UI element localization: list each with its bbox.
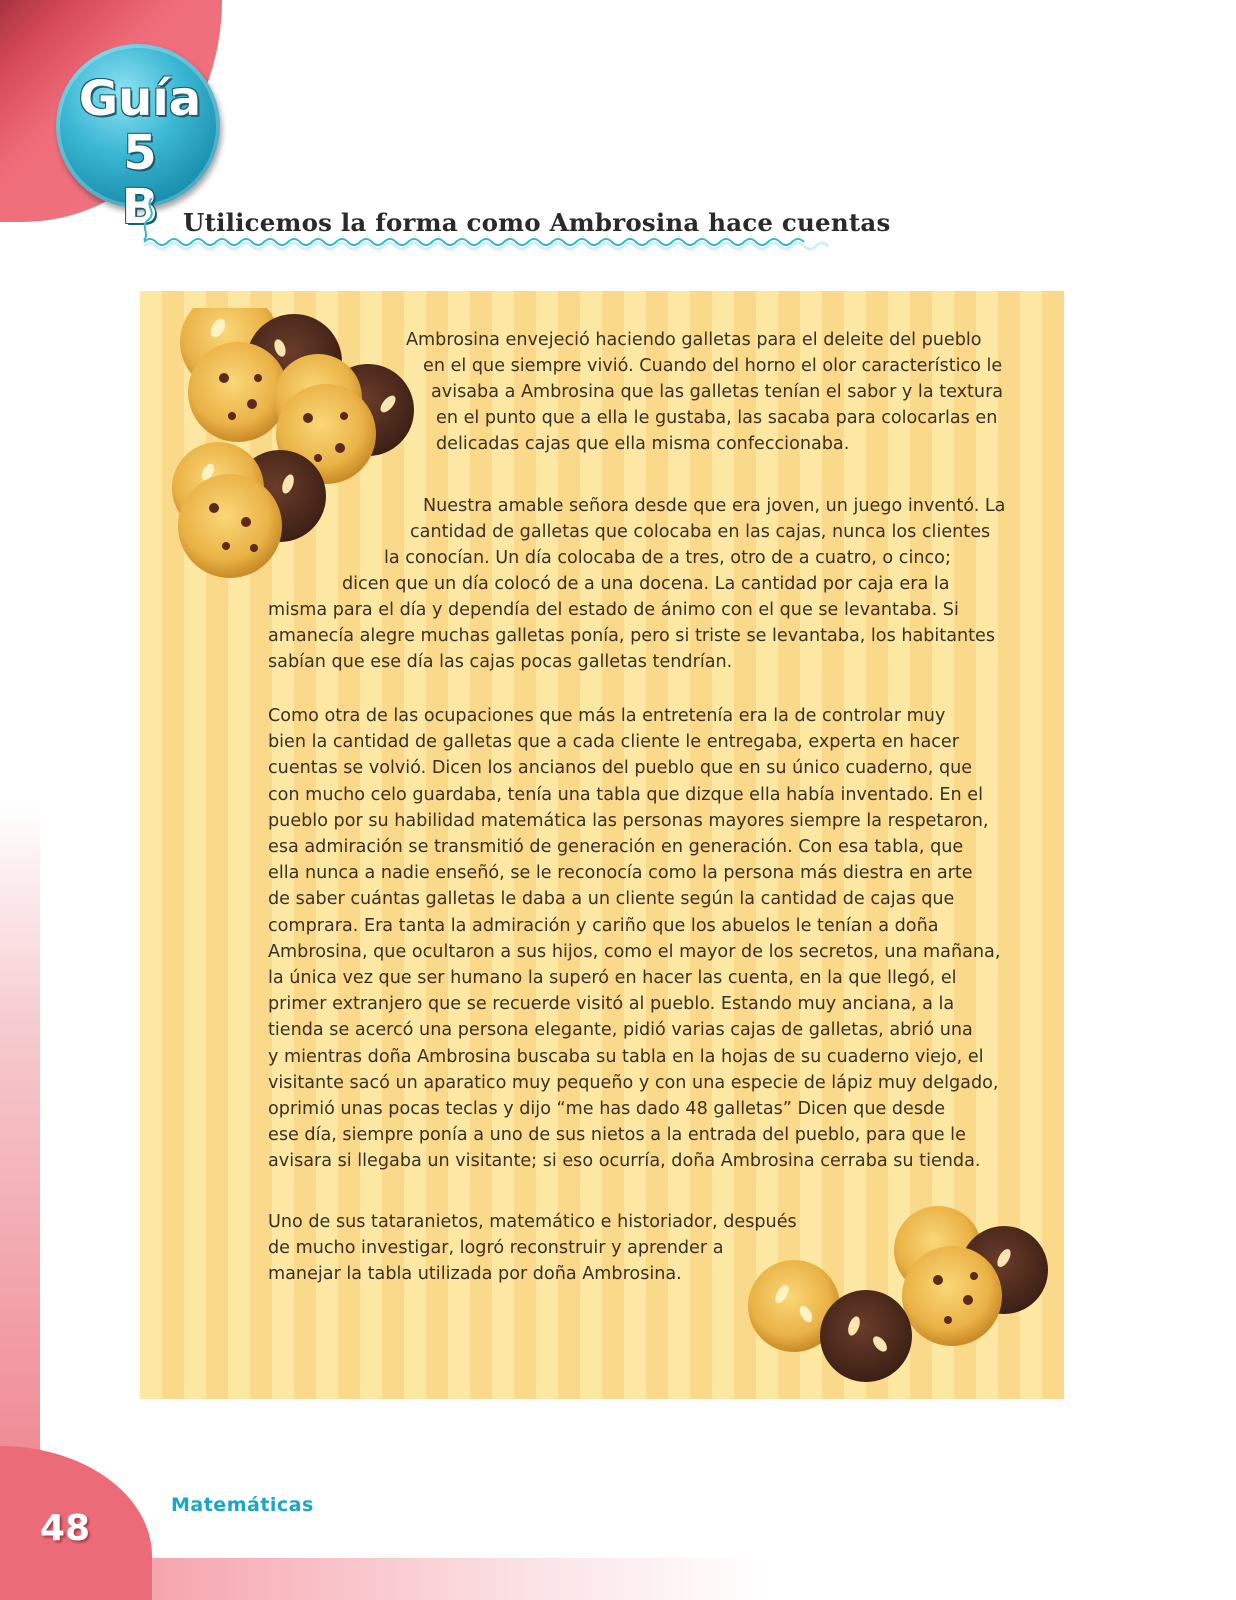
text-line: la única vez que ser humano la superó en hacer las cuenta, en la que llegó, el — [268, 968, 957, 989]
text-line: en el que siempre vivió. Cuando del horno el olor característico le — [423, 356, 1003, 376]
text-line: manejar la tabla utilizada por doña Ambrosina. — [268, 1264, 682, 1285]
text-line: cantidad de galletas que colocaba en las cajas, nunca los clientes — [410, 522, 991, 542]
text-line: de mucho investigar, logró reconstruir y aprender a — [268, 1238, 724, 1259]
page-number: 48 — [40, 1508, 91, 1549]
text-line: bien la cantidad de galletas que a cada cliente le entregaba, experta en hacer — [268, 732, 959, 753]
text-line: primer extranjero que se recuerde visitó al pueblo. Estando muy anciana, a la — [268, 994, 955, 1015]
text-line: Nuestra amable señora desde que era joven, un juego inventó. La — [423, 496, 1006, 516]
text-line: tienda se acercó una persona elegante, pidió varias cajas de galletas, abrió una — [268, 1020, 973, 1041]
text-line: oprimió unas pocas teclas y dijo “me has dado 48 galletas” Dicen que desde — [268, 1099, 946, 1120]
text-line: en el punto que a ella le gustaba, las sacaba para colocarlas en — [436, 408, 998, 428]
text-line: cuentas se volvió. Dicen los ancianos del pueblo que en su único cuaderno, que — [268, 758, 973, 779]
text-line: esa admiración se transmitió de generación en generación. Con esa tabla, que — [268, 837, 964, 858]
text-line: avisaba a Ambrosina que las galletas tenían el sabor y la textura — [431, 382, 1004, 402]
text-line: la conocían. Un día colocaba de a tres, otro de a cuatro, o cinco; — [384, 548, 951, 568]
text-line: dicen que un día colocó de a una docena. La cantidad por caja era la — [342, 574, 950, 594]
text-line: ella nunca a nadie enseñó, se le reconocía como la persona más diestra en arte — [268, 863, 973, 884]
story-paragraph-4 — [268, 1209, 797, 1288]
text-line: Ambrosina, que ocultaron a sus hijos, como el mayor de los secretos, una mañana, — [268, 941, 1001, 962]
subject-label: Matemáticas — [171, 1494, 314, 1516]
bottom-edge-decoration — [150, 1558, 770, 1600]
text-line: Uno de sus tataranietos, matemático e historiador, después — [268, 1212, 797, 1232]
text-line: ese día, siempre ponía a uno de sus nietos a la entrada del pueblo, para que le — [268, 1125, 966, 1146]
text-line: Ambrosina envejeció haciendo galletas para el deleite del pueblo — [406, 330, 982, 350]
text-line: comprara. Era tanta la admiración y cariño que los abuelos le tenían a doña — [268, 915, 939, 936]
text-line: amanecía alegre muchas galletas ponía, pero si triste se levantaba, los habitantes — [268, 626, 996, 646]
guide-letter: B — [121, 179, 159, 235]
text-line: sabían que ese día las cajas pocas galletas tendrían. — [268, 652, 733, 672]
story-paragraph-3 — [268, 703, 1000, 1175]
text-line: pueblo por su habilidad matemática las personas mayores siempre la respetaron, — [268, 810, 989, 831]
text-line: con mucho celo guardaba, tenía una tabla que dizque ella había inventado. En el — [268, 784, 984, 805]
guide-number: Guía 5 — [78, 71, 202, 181]
text-line: misma para el día y dependía del estado de ánimo con el que se levantaba. Si — [268, 600, 959, 620]
text-line: Como otra de las ocupaciones que más la entretenía era la de controlar muy — [268, 706, 946, 726]
text-line: de saber cuántas galletas le daba a un cliente según la cantidad de cajas que — [268, 889, 955, 910]
text-line: visitante sacó un aparatico muy pequeño y con una especie de lápiz muy delgado, — [268, 1072, 999, 1093]
text-line: y mientras doña Ambrosina buscaba su tabla en la hojas de su cuaderno viejo, el — [268, 1046, 984, 1067]
page-title: Utilicemos la forma como Ambrosina hace cuentas — [183, 208, 891, 237]
text-line: avisara si llegaba un visitante; si eso ocurría, doña Ambrosina cerraba su tienda. — [268, 1151, 981, 1172]
text-line: delicadas cajas que ella misma confeccionaba. — [436, 434, 850, 454]
